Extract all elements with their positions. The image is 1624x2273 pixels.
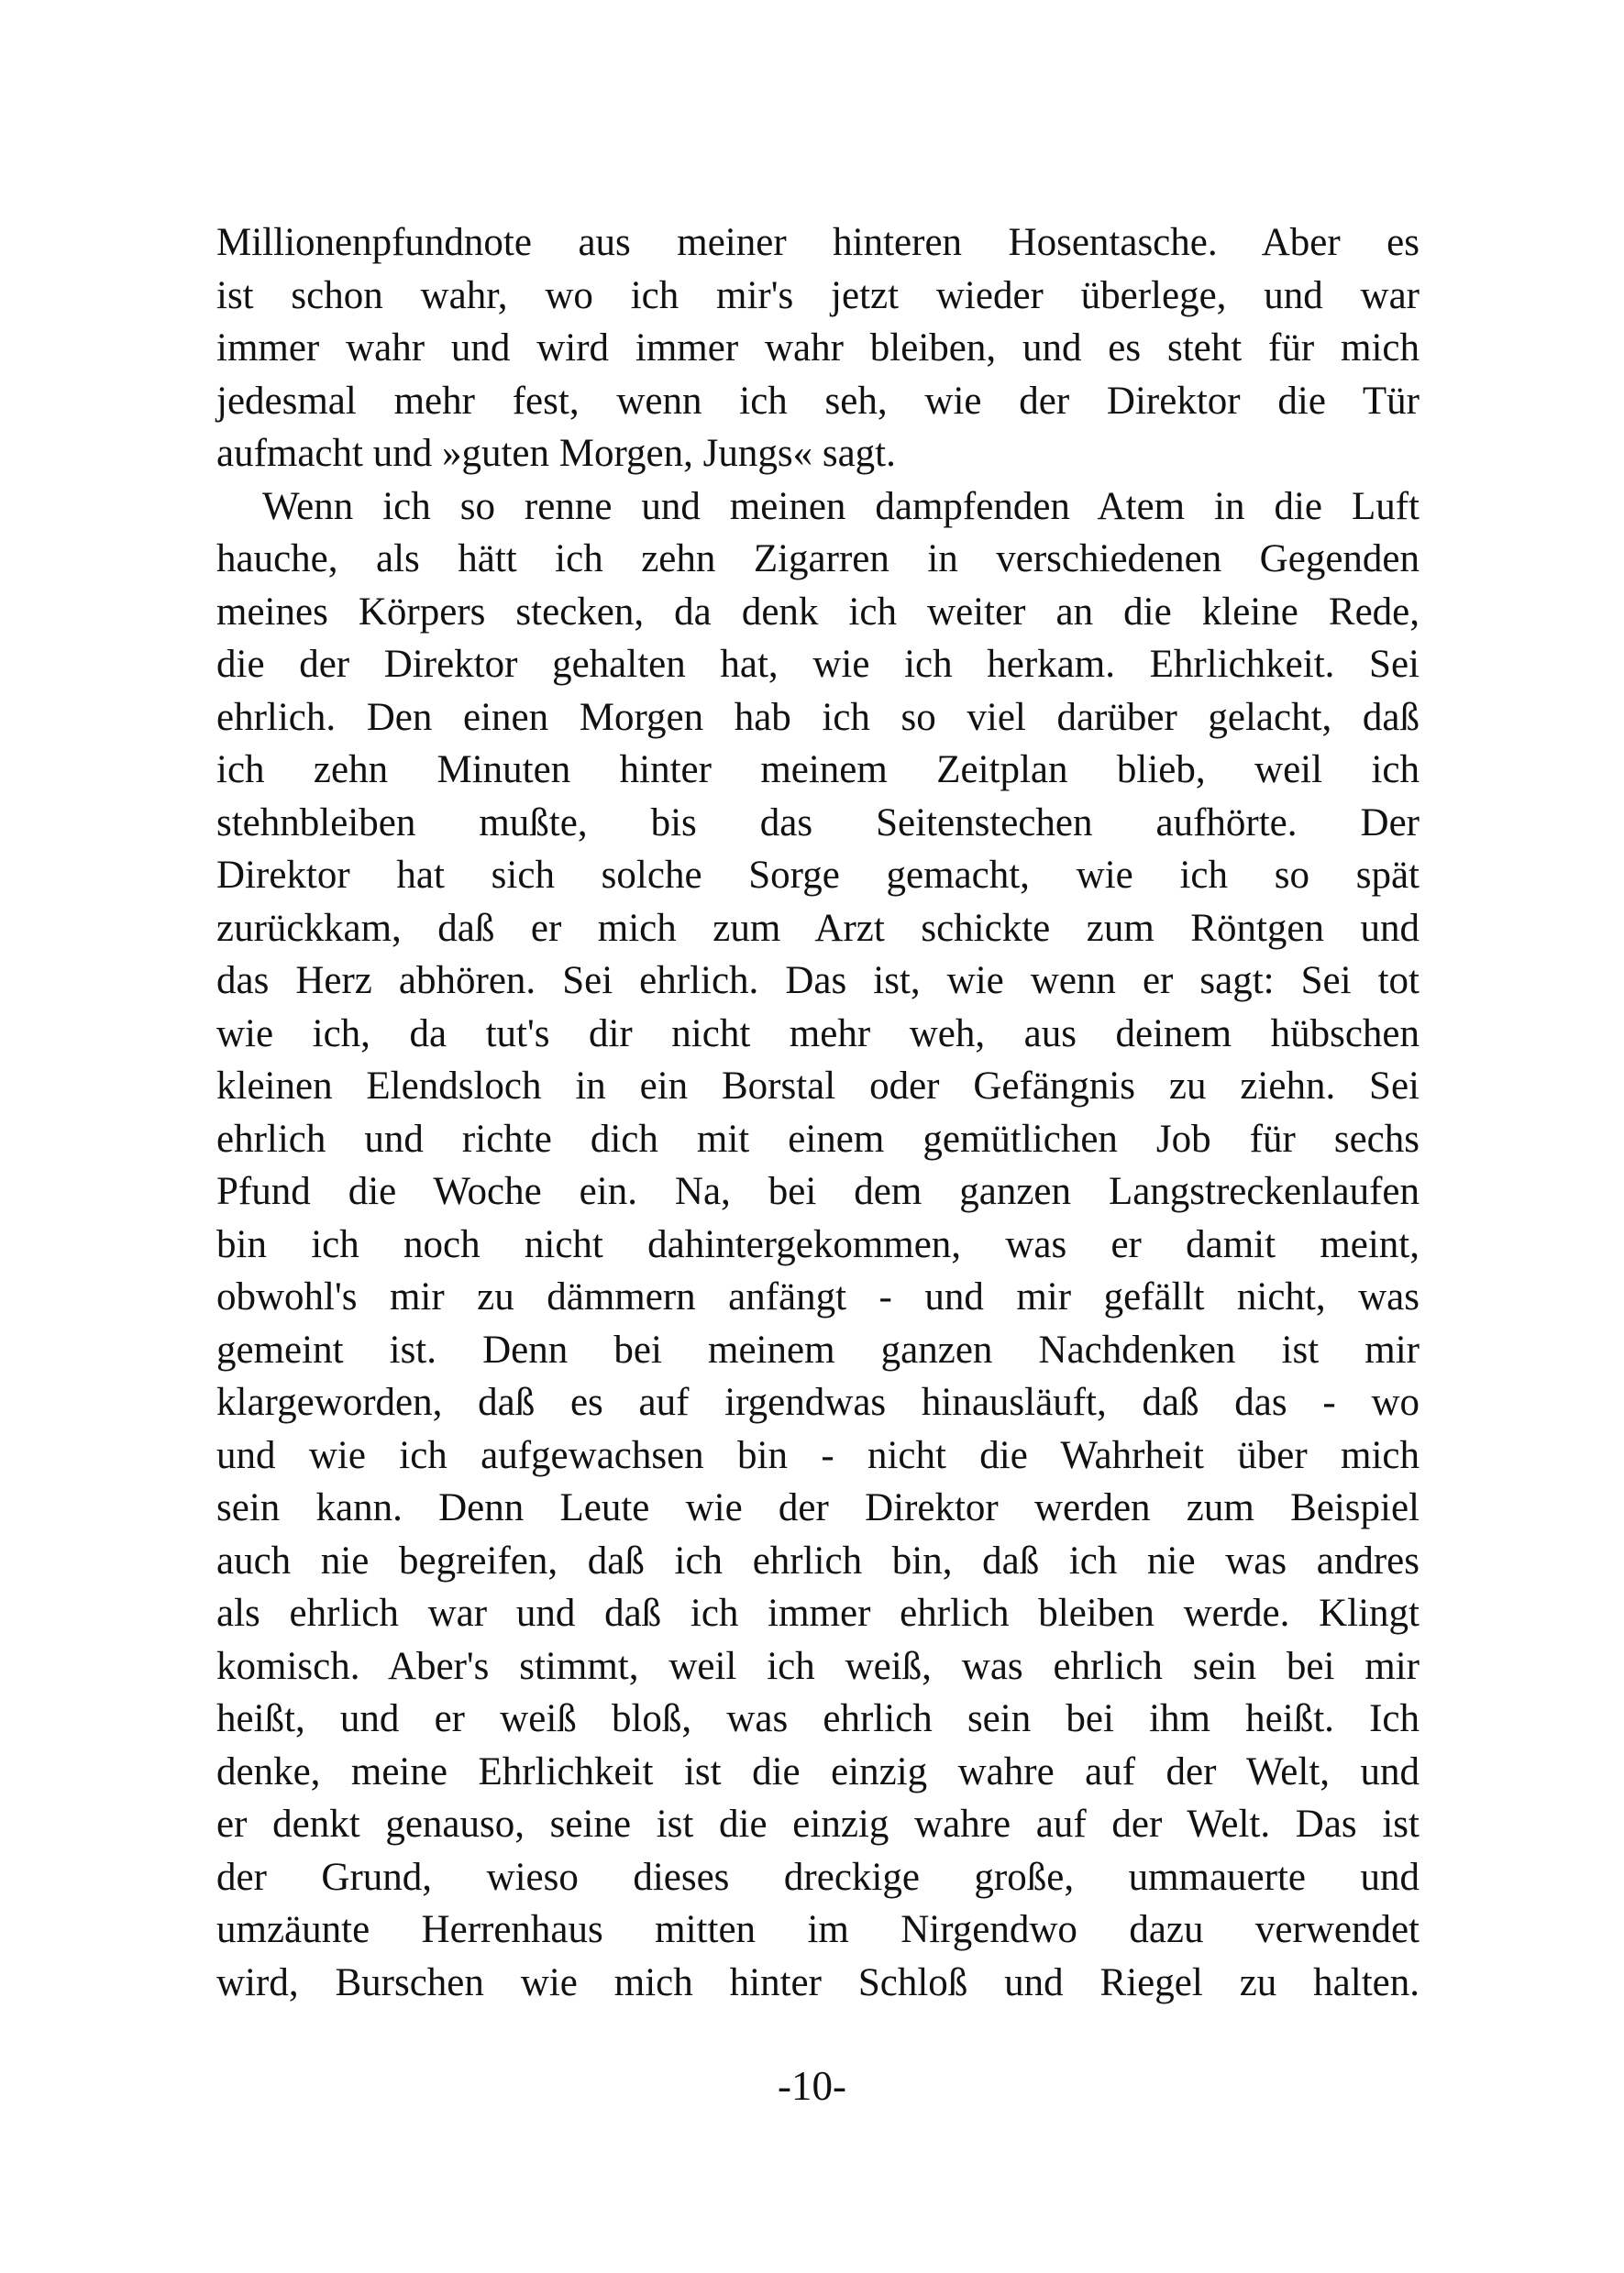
text-line: wie ich, da tut's dir nicht mehr weh, aus deinem hübschen [216, 1011, 1420, 1055]
text-line: der Grund, wieso dieses dreckige große, ummauerte und [216, 1855, 1420, 1899]
text-line: wird, Burschen wie mich hinter Schloß und Riegel zu halten. [216, 1960, 1420, 2004]
text-line: er denkt genauso, seine ist die einzig wahre auf der Welt. Das ist [216, 1803, 1420, 1846]
text-line: Wenn ich so renne und meinen dampfenden Atem in die Luft [262, 484, 1420, 528]
text-line: obwohl's mir zu dämmern anfängt - und mir gefällt nicht, was [216, 1275, 1420, 1319]
paragraph-1 [216, 216, 1420, 480]
text-line: komisch. Aber's stimmt, weil ich weiß, was ehrlich sein bei mir [216, 1644, 1420, 1688]
text-line: jedesmal mehr fest, wenn ich seh, wie der Direktor die Tür [216, 379, 1420, 423]
text-line: stehnbleiben mußte, bis das Seitenstechen aufhörte. Der [216, 800, 1420, 844]
text-line: ehrlich. Den einen Morgen hab ich so viel darüber gelacht, daß [216, 695, 1420, 739]
text-line: Pfund die Woche ein. Na, bei dem ganzen Langstreckenlaufen [216, 1170, 1420, 1213]
text-line: Millionenpfundnote aus meiner hinteren Hosentasche. Aber es [216, 221, 1420, 264]
text-line: das Herz abhören. Sei ehrlich. Das ist, wie wenn er sagt: Sei tot [216, 959, 1420, 1002]
text-line: die der Direktor gehalten hat, wie ich herkam. Ehrlichkeit. Sei [216, 643, 1420, 686]
paragraph-2 [216, 480, 1420, 2010]
text-line: ehrlich und richte dich mit einem gemütlichen Job für sechs [216, 1117, 1420, 1161]
text-line: denke, meine Ehrlichkeit ist die einzig wahre auf der Welt, und [216, 1749, 1420, 1793]
body-text [216, 216, 1420, 2009]
text-line: heißt, und er weiß bloß, was ehrlich sein bei ihm heißt. Ich [216, 1697, 1420, 1740]
text-line: kleinen Elendsloch in ein Borstal oder Gefängnis zu ziehn. Sei [216, 1065, 1420, 1108]
page-number: -10- [778, 2063, 846, 2109]
text-line: sein kann. Denn Leute wie der Direktor werden zum Beispiel [216, 1486, 1420, 1529]
text-line: ist schon wahr, wo ich mir's jetzt wieder überlege, und war [216, 273, 1420, 317]
text-line: klargeworden, daß es auf irgendwas hinausläuft, daß das - wo [216, 1381, 1420, 1424]
text-line: gemeint ist. Denn bei meinem ganzen Nachdenken ist mir [216, 1328, 1420, 1372]
text-line: aufmacht und »guten Morgen, Jungs« sagt. [216, 432, 896, 475]
text-line: und wie ich aufgewachsen bin - nicht die Wahrheit über mich [216, 1433, 1420, 1477]
text-line: bin ich noch nicht dahintergekommen, was er damit meint, [216, 1222, 1420, 1266]
text-line: Direktor hat sich solche Sorge gemacht, wie ich so spät [216, 854, 1420, 897]
text-line: ich zehn Minuten hinter meinem Zeitplan blieb, weil ich [216, 748, 1420, 791]
text-line: zurückkam, daß er mich zum Arzt schickte zum Röntgen und [216, 906, 1420, 950]
text-line: umzäunte Herrenhaus mitten im Nirgendwo dazu verwendet [216, 1908, 1420, 1951]
text-line: hauche, als hätt ich zehn Zigarren in verschiedenen Gegenden [216, 537, 1420, 580]
text-line: immer wahr und wird immer wahr bleiben, und es steht für mich [216, 326, 1420, 370]
text-line: als ehrlich war und daß ich immer ehrlich bleiben werde. Klingt [216, 1592, 1420, 1635]
text-line: meines Körpers stecken, da denk ich weiter an die kleine Rede, [216, 590, 1420, 634]
text-line: auch nie begreifen, daß ich ehrlich bin, daß ich nie was andres [216, 1539, 1420, 1583]
